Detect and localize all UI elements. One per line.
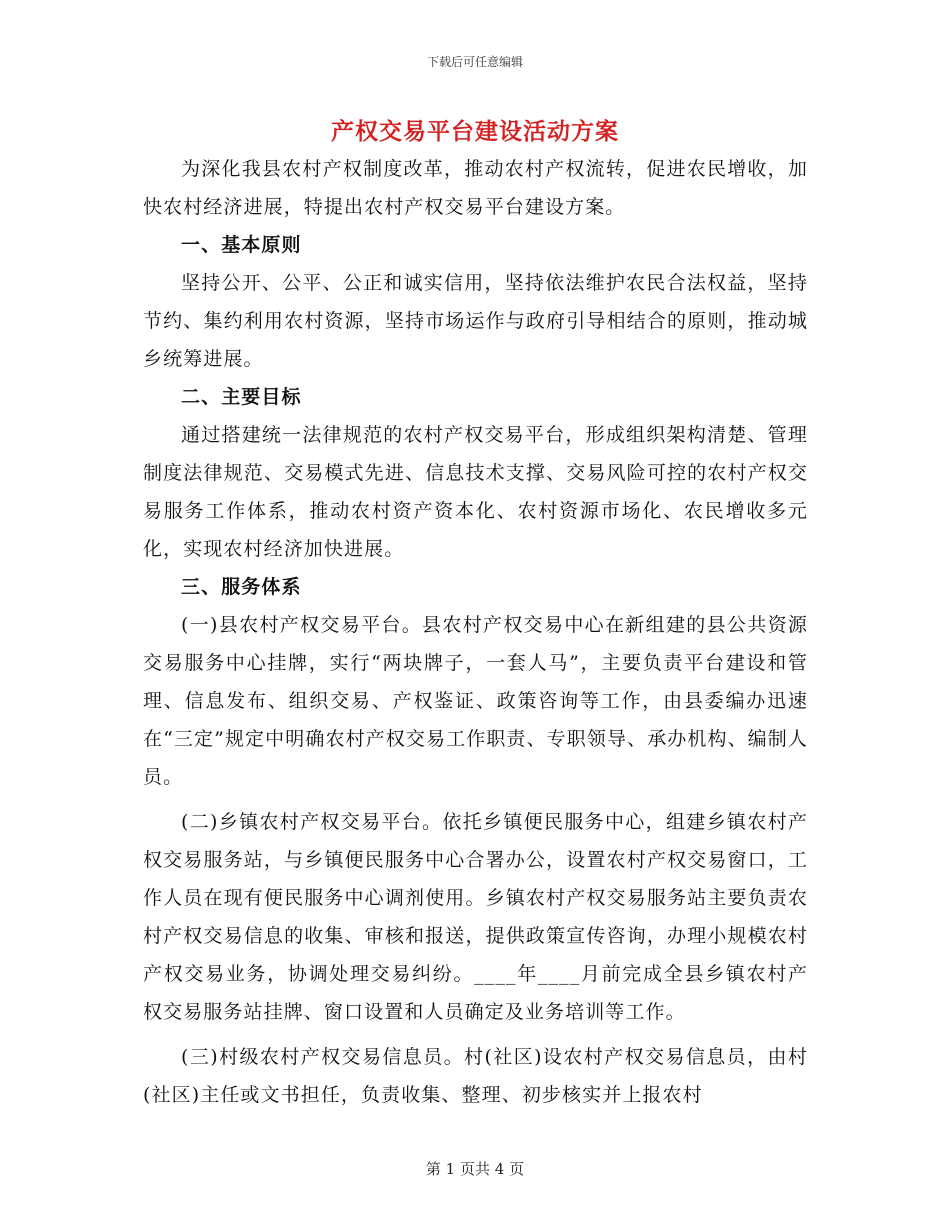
- principles-paragraph: 坚持公开、公平、公正和诚实信用，坚持依法维护农民合法权益，坚持节约、集约利用农村资源，坚持市场运作与政府引导相结合的原则，推动城乡统筹进展。: [143, 272, 808, 370]
- header-note: 下载后可任意编辑: [426, 55, 523, 69]
- section-heading-principles: 一、基本原则: [181, 234, 302, 256]
- goals-paragraph: 通过搭建统一法律规范的农村产权交易平台，形成组织架构清楚、管理制度法律规范、交易模式先进、信息技术支撑、交易风险可控的农村产权交易服务工作体系，推动农村资产资本化、农村资源市场化、农民增收多元化，实现农村经济加快进展。: [143, 424, 808, 560]
- section-heading-goals: 二、主要目标: [181, 386, 302, 408]
- service-township-paragraph: (二)乡镇农村产权交易平台。依托乡镇便民服务中心，组建乡镇农村产权交易服务站，与乡镇便民服务中心合署办公，设置农村产权交易窗口，工作人员在现有便民服务中心调剂使用。乡镇农村产权交易服务站主要负责农村产权交易信息的收集、审核和报送，提供政策宣传咨询，办理小规模农村产权交易业务，协调处理交易纠纷。____年____月前完成全县乡镇农村产权交易服务站挂牌、窗口设置和人员确定及业务培训等工作。: [143, 811, 808, 1023]
- document-body: [143, 150, 808, 1114]
- service-village-paragraph: (三)村级农村产权交易信息员。村(社区)设农村产权交易信息员，由村(社区)主任或文书担任，负责收集、整理、初步核实并上报农村: [143, 1046, 808, 1106]
- service-county-paragraph: (一)县农村产权交易平台。县农村产权交易中心在新组建的县公共资源交易服务中心挂牌，实行“两块牌子，一套人马”，主要负责平台建设和管理、信息发布、组织交易、产权鉴证、政策咨询等工作，由县委编办迅速在“三定”规定中明确农村产权交易工作职责、专职领导、承办机构、编制人员。: [143, 614, 808, 788]
- page-footer: 第 1 页共 4 页: [425, 1160, 525, 1178]
- intro-paragraph: 为深化我县农村产权制度改革，推动农村产权流转，促进农民增收，加快农村经济进展，特提出农村产权交易平台建设方案。: [143, 158, 808, 218]
- document-title: 产权交易平台建设活动方案: [331, 118, 619, 145]
- section-heading-service-system: 三、服务体系: [181, 576, 302, 598]
